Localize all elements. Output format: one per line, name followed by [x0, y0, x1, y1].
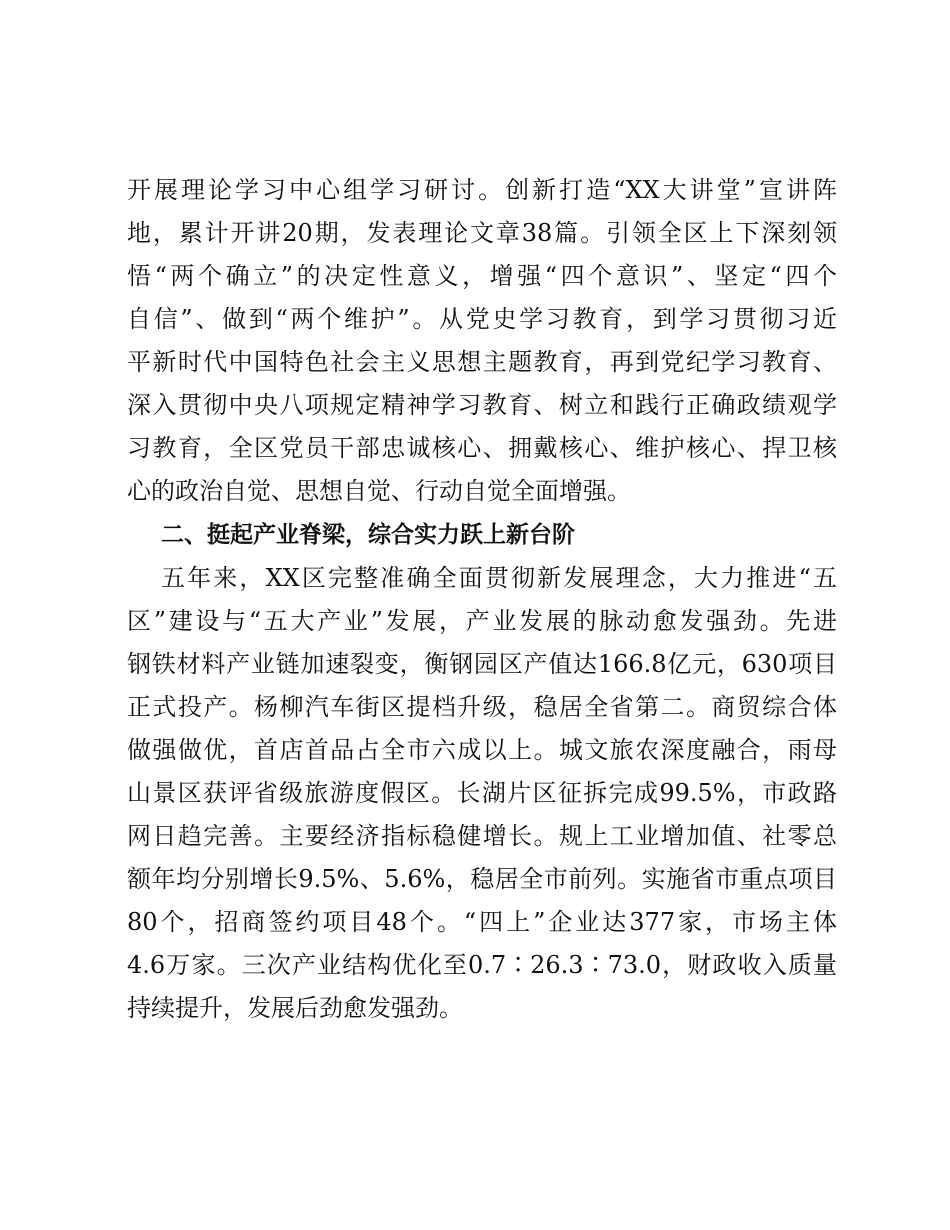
- paragraph-line: 开展理论学习中心组学习研讨。创新打造“XX大讲堂”宣讲阵: [127, 176, 837, 204]
- paragraph-line: 网日趋完善。主要经济指标稳健增长。规上工业增加值、社零总: [127, 822, 837, 850]
- paragraph-line: 地，累计开讲20期，发表理论文章38篇。引领全区上下深刻领: [127, 219, 837, 247]
- paragraph-line: 深入贯彻中央八项规定精神学习教育、树立和践行正确政绩观学: [127, 391, 837, 419]
- paragraph-line: 4.6万家。三次产业结构优化至0.7∶26.3∶73.0，财政收入质量: [127, 951, 837, 979]
- paragraph-line: 山景区获评省级旅游度假区。长湖片区征拆完成99.5%，市政路: [127, 779, 837, 807]
- paragraph-line: 自信”、做到“两个维护”。从党史学习教育，到学习贯彻习近: [127, 305, 837, 333]
- paragraph-line: 习教育，全区党员干部忠诚核心、拥戴核心、维护核心、捍卫核: [127, 434, 837, 462]
- section-heading: 二、挺起产业脊梁，综合实力跃上新台阶: [161, 522, 575, 548]
- paragraph-line: 悟“两个确立”的决定性意义，增强“四个意识”、坚定“四个: [127, 262, 837, 290]
- paragraph-line: 五年来，XX区完整准确全面贯彻新发展理念，大力推进“五: [161, 564, 837, 592]
- paragraph-line: 持续提升，发展后劲愈发强劲。: [127, 994, 463, 1022]
- paragraph-line: 做强做优，首店首品占全市六成以上。城文旅农深度融合，雨母: [127, 736, 837, 764]
- paragraph-line: 80个，招商签约项目48个。“四上”企业达377家，市场主体: [127, 908, 837, 936]
- paragraph-line: 正式投产。杨柳汽车街区提档升级，稳居全省第二。商贸综合体: [127, 693, 837, 721]
- paragraph-line: 钢铁材料产业链加速裂变，衡钢园区产值达166.8亿元，630项目: [127, 650, 837, 678]
- paragraph-line: 额年均分别增长9.5%、5.6%，稳居全市前列。实施省市重点项目: [127, 865, 837, 893]
- paragraph-line: 心的政治自觉、思想自觉、行动自觉全面增强。: [127, 477, 631, 505]
- paragraph-line: 平新时代中国特色社会主义思想主题教育，再到党纪学习教育、: [127, 348, 837, 376]
- paragraph-line: 区”建设与“五大产业”发展，产业发展的脉动愈发强劲。先进: [127, 607, 837, 635]
